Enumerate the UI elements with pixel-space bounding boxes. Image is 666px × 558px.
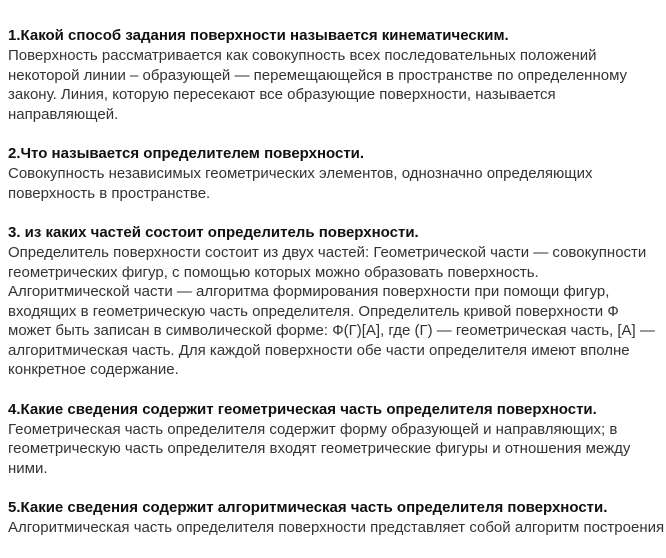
- answer-paragraph: [8, 164, 664, 203]
- answer-line: алгоритмическая часть. Для каждой поверхности обе части определителя имеют вполне: [8, 341, 630, 359]
- qa-item-4: [8, 400, 664, 479]
- answer-line: входящих в геометрическую часть определителя. Определитель кривой поверхности Ф: [8, 302, 619, 320]
- answer-line: геометрическую часть определителя входят геометрические фигуры и отношения между: [8, 440, 631, 457]
- qa-item-2: [8, 144, 664, 203]
- document-body: [8, 26, 664, 558]
- answer-line: Совокупность независимых геометрических элементов, однозначно определяющих: [8, 165, 593, 182]
- answer-line: может быть записан в символической форме: Ф(Г)[A], где (Г) — геометрическая часть, [A] —: [8, 322, 655, 339]
- qa-item-1: [8, 26, 664, 124]
- answer-line: Поверхность рассматривается как совокупность всех последовательных положений: [8, 47, 597, 64]
- answer-line: закону. Линия, которую пересекают все образующие поверхности, называется: [8, 86, 556, 103]
- answer-line: геометрических фигур, с помощью которых можно образовать поверхность.: [8, 263, 539, 281]
- answer-line: Определитель поверхности состоит из двух частей: Геометрической части — совокупности: [8, 244, 647, 261]
- answer-line: некоторой линии – образующей — перемещающейся в пространстве по определенному: [8, 66, 628, 84]
- answer-line: Алгоритмической части — алгоритма формирования поверхности при помощи фигур,: [8, 283, 610, 300]
- answer-paragraph: [8, 420, 664, 479]
- answer-line: Геометрическая часть определителя содержит форму образующей и направляющих; в: [8, 420, 618, 438]
- answer-line: Алгоритмическая часть определителя поверхности представляет собой алгоритм построения: [8, 519, 665, 536]
- answer-line: направляющей.: [8, 105, 119, 123]
- question-heading: 4.Какие сведения содержит геометрическая часть определителя поверхности.: [8, 400, 597, 418]
- answer-line: поверхность в пространстве.: [8, 184, 211, 202]
- question-heading: 1.Какой способ задания поверхности называется кинематическим.: [8, 27, 509, 44]
- question-heading: 2.Что называется определителем поверхности.: [8, 145, 365, 162]
- answer-line: ними.: [8, 459, 48, 477]
- answer-paragraph: [8, 243, 664, 380]
- question-heading: 3. из каких частей состоит определитель поверхности.: [8, 224, 419, 241]
- answer-line: конкретное содержание.: [8, 361, 179, 378]
- qa-item-5: [8, 498, 664, 538]
- question-heading: 5.Какие сведения содержит алгоритмическая часть определителя поверхности.: [8, 499, 608, 516]
- answer-paragraph: [8, 518, 664, 538]
- answer-paragraph: [8, 46, 664, 124]
- qa-item-3: [8, 223, 664, 380]
